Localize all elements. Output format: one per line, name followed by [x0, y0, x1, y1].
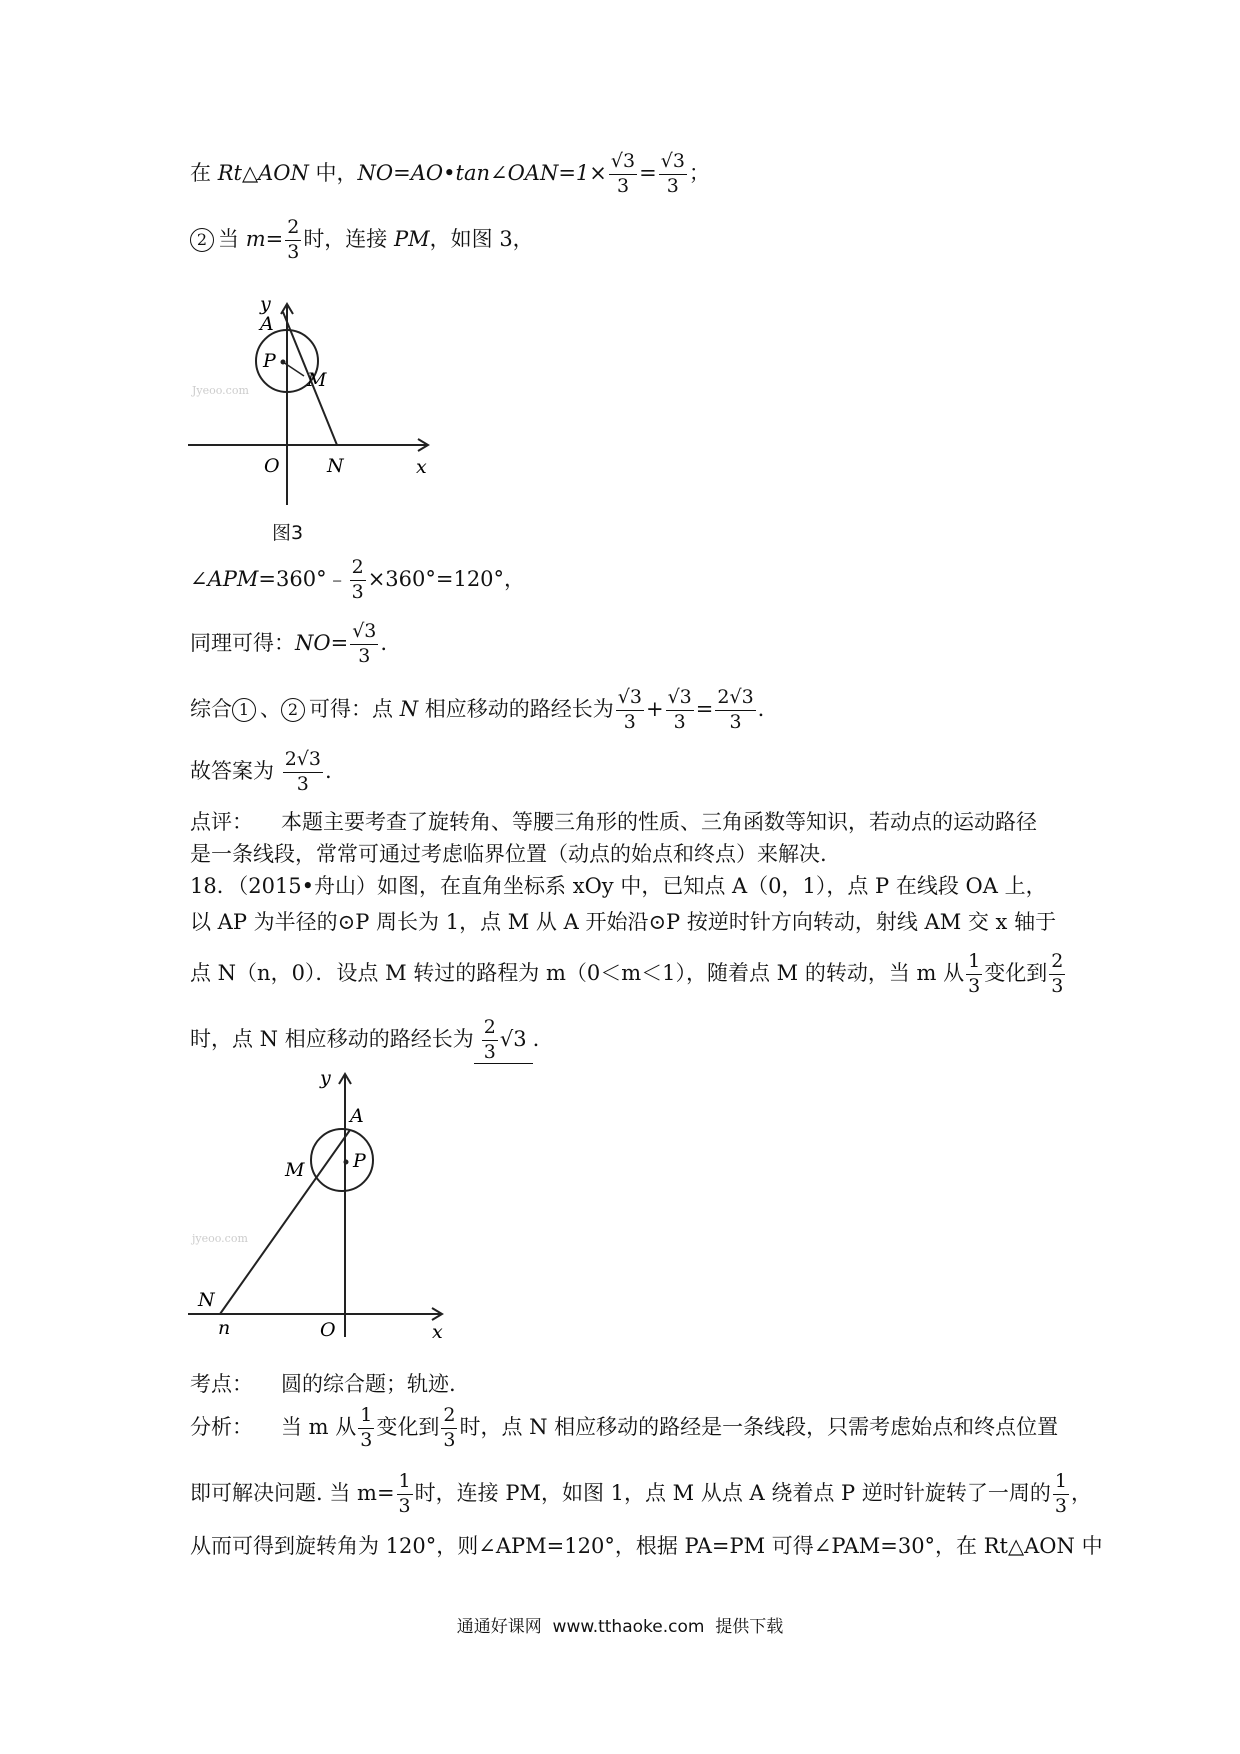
- figure-18: [180, 1062, 460, 1342]
- analysis-line-3: 从而可得到旋转角为 120°，则∠APM=120°，根据 PA=PM 可得∠PAM=30°，在 Rt△AON 中: [190, 1534, 1103, 1558]
- solution-line-3: ∠APM=360°﹣ $\frac{2}{3}$ ×360°=120°，: [190, 556, 526, 603]
- question-18-line-4: 时，点 N 相应移动的路经长为 $\frac{2}{3}$ √3 .: [190, 1016, 540, 1063]
- solution-line-5: 综合 1 、 2 可得：点 N 相应移动的路经长为 $\frac{√3}{3}$ + $\frac{√3}{3}$ = $\frac{2√3}{3}$ .: [190, 686, 765, 733]
- fraction: $\frac{√3}{3}$: [610, 150, 636, 197]
- point-n-label: N: [327, 455, 344, 477]
- point-m-label: M: [285, 1159, 305, 1181]
- answer-blank: $\frac{2}{3}$ √3: [474, 1018, 533, 1064]
- watermark: Jyeoo.com: [192, 384, 249, 397]
- point-p-label: P: [353, 1150, 366, 1172]
- question-18-line-3: 点 N（n，0）．设点 M 转过的路程为 m（0＜m＜1），随着点 M 的转动，当 m 从 $\frac{1}{3}$ 变化到 $\frac{2}{3}$: [190, 950, 1064, 997]
- origin-label: O: [320, 1319, 336, 1341]
- point-a-label: A: [350, 1105, 364, 1127]
- fraction: $\frac{2}{3}$: [1051, 950, 1064, 997]
- analysis-line-1: 分析： 当 m 从 $\frac{1}{3}$ 变化到 $\frac{2}{3}$ 时，点 N 相应移动的路经是一条线段，只需考虑始点和终点位置: [190, 1404, 1059, 1451]
- point-n-value-label: n: [218, 1317, 231, 1339]
- circled-number-2: 2: [281, 698, 305, 722]
- footer-link[interactable]: www.tthaoke.com: [552, 1617, 705, 1637]
- figure-3: [180, 290, 440, 520]
- solution-line-4: 同理可得：NO= $\frac{√3}{3}$ .: [190, 620, 388, 667]
- comment-line-2: 是一条线段，常常可通过考虑临界位置（动点的始点和终点）来解决.: [190, 842, 827, 866]
- fraction: $\frac{2}{3}$: [483, 1016, 496, 1063]
- circled-number-1: 1: [232, 698, 256, 722]
- question-18-line-1: 18．（2015•舟山）如图，在直角坐标系 xOy 中，已知点 A（0，1），点 P 在线段 OA 上，: [190, 874, 1047, 898]
- fraction: $\frac{2}{3}$: [351, 556, 364, 603]
- fraction: $\frac{√3}{3}$: [352, 620, 377, 667]
- kaodian-line: 考点： 圆的综合题；轨迹.: [190, 1372, 456, 1396]
- fraction: $\frac{2√3}{3}$: [284, 748, 321, 795]
- figure-3-diagram: [180, 290, 440, 520]
- solution-line-2: 2 当 m= $\frac{2}{3}$ 时，连接 PM，如图 3，: [190, 218, 534, 263]
- circled-number-2: 2: [190, 228, 214, 252]
- point-a-label: A: [260, 313, 274, 335]
- point-p-label: P: [263, 350, 276, 372]
- fraction: $\frac{1}{3}$: [398, 1470, 411, 1517]
- page-footer: 通通好课网 www.tthaoke.com 提供下载: [456, 1617, 784, 1637]
- fraction: $\frac{1}{3}$: [1054, 1470, 1067, 1517]
- solution-line-1: 在 Rt△AON 中，NO=AO•tan∠OAN=1× $\frac{√3}{3}$ = $\frac{√3}{3}$ ；: [190, 150, 710, 197]
- figure-18-diagram: [180, 1062, 460, 1342]
- solution-answer-line: 故答案为 $\frac{2√3}{3}$ .: [190, 748, 332, 795]
- point-m-label: M: [307, 369, 327, 391]
- fraction: $\frac{2}{3}$: [287, 216, 300, 263]
- point-n-label: N: [198, 1289, 215, 1311]
- fraction: $\frac{√3}{3}$: [617, 686, 642, 733]
- fraction: $\frac{2}{3}$: [443, 1404, 456, 1451]
- fraction: $\frac{√3}{3}$: [660, 150, 685, 197]
- y-axis-label: y: [260, 293, 271, 315]
- fraction: $\frac{1}{3}$: [360, 1404, 373, 1451]
- y-axis-label: y: [320, 1067, 331, 1089]
- fraction: $\frac{√3}{3}$: [667, 686, 692, 733]
- comment-line-1: 点评： 本题主要考查了旋转角、等腰三角形的性质、三角函数等知识，若动点的运动路径: [190, 810, 1037, 834]
- fraction: $\frac{2√3}{3}$: [717, 686, 754, 733]
- figure-3-caption: 图3: [272, 522, 304, 544]
- x-axis-label: x: [416, 456, 427, 478]
- x-axis-label: x: [432, 1321, 443, 1342]
- watermark: jyeoo.com: [192, 1232, 248, 1245]
- question-18-line-2: 以 AP 为半径的⊙P 周长为 1，点 M 从 A 开始沿⊙P 按逆时针方向转动，射线 AM 交 x 轴于: [190, 910, 1057, 934]
- fraction: $\frac{1}{3}$: [968, 950, 981, 997]
- analysis-line-2: 即可解决问题. 当 m= $\frac{1}{3}$ 时，连接 PM，如图 1，点 M 从点 A 绕着点 P 逆时针旋转了一周的 $\frac{1}{3}$ ，: [190, 1470, 1092, 1517]
- origin-label: O: [264, 455, 280, 477]
